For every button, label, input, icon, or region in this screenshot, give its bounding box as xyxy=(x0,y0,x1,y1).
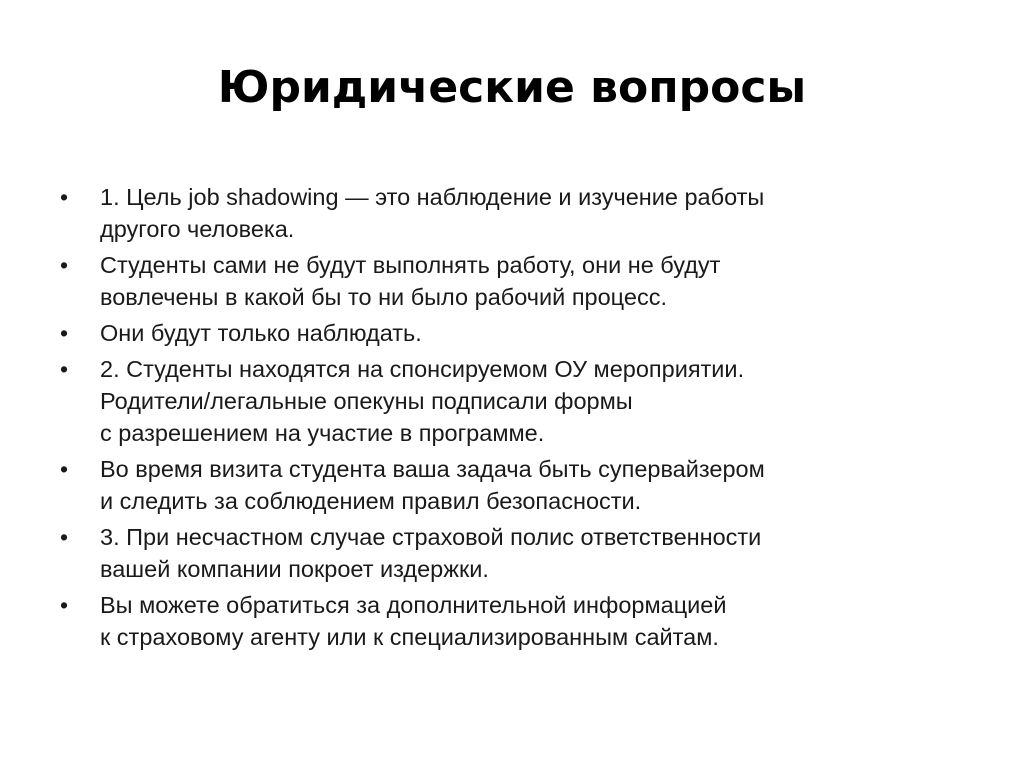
bullet-text: Вы можете обратиться за дополнительной информацией к страховому агенту или к специализированным сайтам. xyxy=(100,592,727,650)
bullet-text: Во время визита студента ваша задача быть супервайзером и следить за соблюдением правил безопасности. xyxy=(100,456,765,514)
bullet-item xyxy=(58,589,958,653)
bullet-text: Студенты сами не будут выполнять работу, они не будут вовлечены в какой бы то ни было рабочий процесс. xyxy=(100,252,721,310)
bullet-list xyxy=(58,181,958,657)
bullet-icon: • xyxy=(60,356,69,382)
bullet-item xyxy=(58,353,958,449)
bullet-icon: • xyxy=(60,524,69,550)
bullet-text: 3. При несчастном случае страховой полис ответственности вашей компании покроет издержки. xyxy=(100,524,762,582)
bullet-icon: • xyxy=(60,184,69,210)
bullet-item xyxy=(58,521,958,585)
bullet-item xyxy=(58,181,958,245)
bullet-icon: • xyxy=(60,252,69,278)
bullet-item xyxy=(58,249,958,313)
bullet-text: 1. Цель job shadowing — это наблюдение и изучение работы другого человека. xyxy=(100,184,765,242)
bullet-item xyxy=(58,453,958,517)
bullet-text: 2. Студенты находятся на спонсируемом ОУ мероприятии. Родители/легальные опекуны подписали формы с разрешением на участие в программе. xyxy=(100,356,745,446)
bullet-item xyxy=(58,317,958,349)
bullet-text: Они будут только наблюдать. xyxy=(100,320,422,346)
bullet-icon: • xyxy=(60,456,69,482)
bullet-icon: • xyxy=(60,320,69,346)
slide-title: Юридические вопросы xyxy=(217,62,807,113)
bullet-icon: • xyxy=(60,592,69,618)
